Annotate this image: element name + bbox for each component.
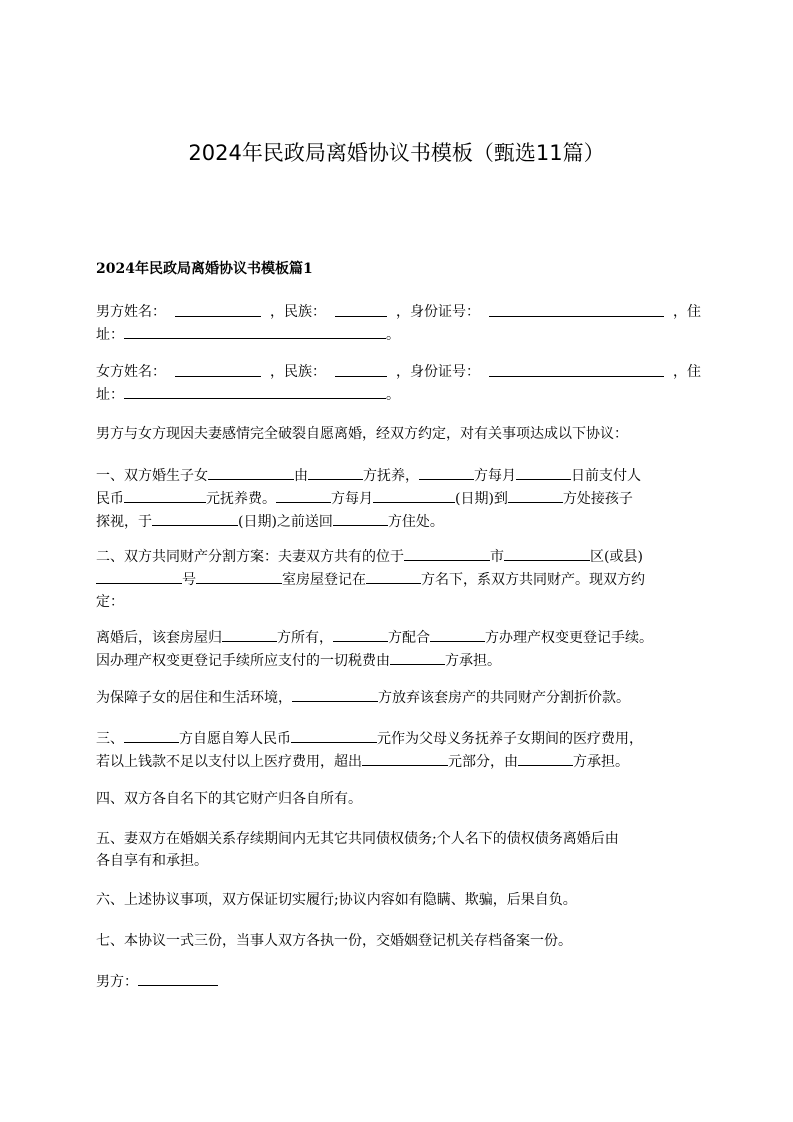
clause-7-text: 七、本协议一式三份，当事人双方各执一份，交婚姻登记机关存档备案一份。 xyxy=(96,933,572,949)
clause-1-text: 由 xyxy=(294,468,308,484)
female-info-line-2 xyxy=(96,383,701,406)
intro-paragraph xyxy=(96,423,701,445)
intro-text: 男方与女方现因夫妻感情完全破裂自愿离婚，经双方约定，对有关事项达成以下协议： xyxy=(96,426,628,442)
clause-2-line-2 xyxy=(96,568,701,591)
female-name-blank xyxy=(175,361,261,377)
male-info-end: 。 xyxy=(386,327,400,343)
clause-3-blank xyxy=(362,750,448,766)
clause-3-line-2 xyxy=(96,750,701,773)
clause-2-house-blank xyxy=(430,626,485,642)
clause-3-text: 方承担。 xyxy=(573,754,629,770)
clause-1-blank xyxy=(276,487,331,503)
female-id-blank xyxy=(489,361,664,377)
clause-1-blank xyxy=(308,464,363,480)
male-info-line-2 xyxy=(96,323,701,346)
clause-2-children-blank xyxy=(292,686,378,702)
male-address-blank xyxy=(124,323,386,339)
clause-3-text: 三、 xyxy=(96,731,124,747)
clause-3-blank xyxy=(291,727,377,743)
clause-2-text: 区(或县) xyxy=(590,549,643,565)
clause-3-text: 若以上钱款不足以支付以上医疗费用，超出 xyxy=(96,754,362,770)
clause-6-text: 六、上述协议事项，双方保证切实履行;协议内容如有隐瞒、欺骗，后果自负。 xyxy=(96,892,577,908)
clause-3-text: 元部分，由 xyxy=(448,754,518,770)
clause-1-blank xyxy=(419,464,474,480)
clause-4-text: 四、双方各自名下的其它财产归各自所有。 xyxy=(96,791,362,807)
female-address-label-cont: 址： xyxy=(96,387,124,403)
clause-1-blank xyxy=(333,510,388,526)
clause-2-house-text: 方办理产权变更登记手续。 xyxy=(485,630,653,646)
clause-1-text: 方住处。 xyxy=(387,514,444,530)
clause-1-text: 探视，于 xyxy=(96,514,152,530)
clause-2-house-line-1 xyxy=(96,626,701,649)
signature-male-blank xyxy=(138,970,218,986)
clause-2-text: 二、双方共同财产分割方案：夫妻双方共有的位于 xyxy=(96,549,404,565)
clause-2-text: 定： xyxy=(96,594,124,610)
clause-2-children-text: 方放弃该套房产的共同财产分割折价款。 xyxy=(378,690,630,706)
clause-2-paragraph xyxy=(96,545,701,613)
clause-2-house-text: 方所有， xyxy=(277,630,333,646)
clause-2-house-text: 方配合 xyxy=(388,630,430,646)
clause-6-paragraph xyxy=(96,889,701,911)
clause-1-paragraph xyxy=(96,464,701,533)
clause-2-house-blank xyxy=(333,626,388,642)
clause-1-text: 方每月 xyxy=(474,468,516,484)
female-ethnicity-blank xyxy=(335,361,387,377)
clause-2-house-text: 因办理产权变更登记手续所应支付的一切税费由 xyxy=(96,653,390,669)
clause-3-text: 元作为父母义务抚养子女期间的医疗费用， xyxy=(377,731,643,747)
male-name-blank xyxy=(175,301,261,317)
female-address-label: ，住 xyxy=(673,364,701,380)
female-address-blank xyxy=(124,383,386,399)
clause-3-blank xyxy=(518,750,573,766)
clause-2-house-text: 离婚后，该套房屋归 xyxy=(96,630,222,646)
clause-1-blank xyxy=(508,487,563,503)
female-info-line-1 xyxy=(96,361,701,383)
clause-2-line-1 xyxy=(96,545,701,568)
clause-7-paragraph xyxy=(96,930,701,952)
male-address-label-cont: 址： xyxy=(96,327,124,343)
clause-2-house-blank xyxy=(222,626,277,642)
male-id-label: ，身份证号： xyxy=(396,304,480,320)
clause-1-text: 方每月 xyxy=(331,491,373,507)
clause-2-blank xyxy=(404,545,490,561)
female-ethnicity-label: ，民族： xyxy=(270,364,326,380)
clause-2-house-text: 方承担。 xyxy=(445,653,501,669)
male-info-paragraph xyxy=(96,301,701,346)
male-id-blank xyxy=(489,301,664,317)
clause-2-house-line-2 xyxy=(96,649,701,672)
clause-2-blank xyxy=(196,568,282,584)
signature-male-line xyxy=(96,970,701,993)
male-ethnicity-label: ，民族： xyxy=(270,304,326,320)
clause-2-line-3 xyxy=(96,591,701,613)
clause-1-text: (日期)到 xyxy=(455,491,508,507)
clause-2-house-blank xyxy=(390,649,445,665)
clause-1-line-2 xyxy=(96,487,701,510)
clause-3-blank xyxy=(124,727,179,743)
clause-1-line-3 xyxy=(96,510,701,533)
clause-2-children-line xyxy=(96,686,701,709)
clause-5-line-1: 五、妻双方在婚姻关系存续期间内无其它共同债权债务;个人名下的债权债务离婚后由 xyxy=(96,831,619,847)
clause-1-line-1 xyxy=(96,464,701,487)
clause-2-text: 方名下，系双方共同财产。现双方约 xyxy=(421,572,645,588)
clause-2-house-paragraph xyxy=(96,626,701,672)
clause-2-blank xyxy=(96,568,182,584)
clause-3-paragraph xyxy=(96,727,701,773)
clause-2-blank xyxy=(504,545,590,561)
clause-1-text: 一、双方婚生子女 xyxy=(96,468,208,484)
female-name-label: 女方姓名： xyxy=(96,364,166,380)
clause-2-text: 市 xyxy=(490,549,504,565)
clause-5-paragraph xyxy=(96,828,701,872)
clause-1-blank xyxy=(152,510,238,526)
signature-male-label: 男方： xyxy=(96,974,138,990)
male-address-label: ，住 xyxy=(673,304,701,320)
female-info-paragraph xyxy=(96,361,701,406)
clause-1-text: 民币 xyxy=(96,491,124,507)
clause-1-text: 日前支付人 xyxy=(571,468,641,484)
clause-3-text: 方自愿自筹人民币 xyxy=(179,731,291,747)
clause-4-paragraph xyxy=(96,788,701,810)
female-id-label: ，身份证号： xyxy=(396,364,480,380)
page-title: 2024年民政局离婚协议书模板（甄选11篇） xyxy=(188,141,605,165)
clause-1-text: 元抚养费。 xyxy=(206,491,276,507)
clause-1-text: 方抚养， xyxy=(363,468,419,484)
clause-1-blank xyxy=(124,487,206,503)
clause-5-line-2: 各自享有和承担。 xyxy=(96,853,208,869)
female-info-end: 。 xyxy=(386,387,400,403)
clause-2-blank xyxy=(366,568,421,584)
signature-paragraph xyxy=(96,970,701,993)
male-info-line-1 xyxy=(96,301,701,323)
clause-1-blank xyxy=(208,464,294,480)
male-ethnicity-blank xyxy=(335,301,387,317)
clause-1-blank xyxy=(516,464,571,480)
clause-2-text: 室房屋登记在 xyxy=(282,572,366,588)
clause-2-children-text: 为保障子女的居住和生活环境， xyxy=(96,690,292,706)
male-name-label: 男方姓名： xyxy=(96,304,166,320)
clause-3-line-1 xyxy=(96,727,701,750)
clause-1-blank xyxy=(373,487,455,503)
clause-1-text: (日期)之前送回 xyxy=(238,514,333,530)
section-heading: 2024年民政局离婚协议书模板篇1 xyxy=(96,261,313,277)
clause-2-text: 号 xyxy=(182,572,196,588)
clause-2-children-paragraph xyxy=(96,686,701,709)
clause-1-text: 方处接孩子 xyxy=(562,491,633,507)
